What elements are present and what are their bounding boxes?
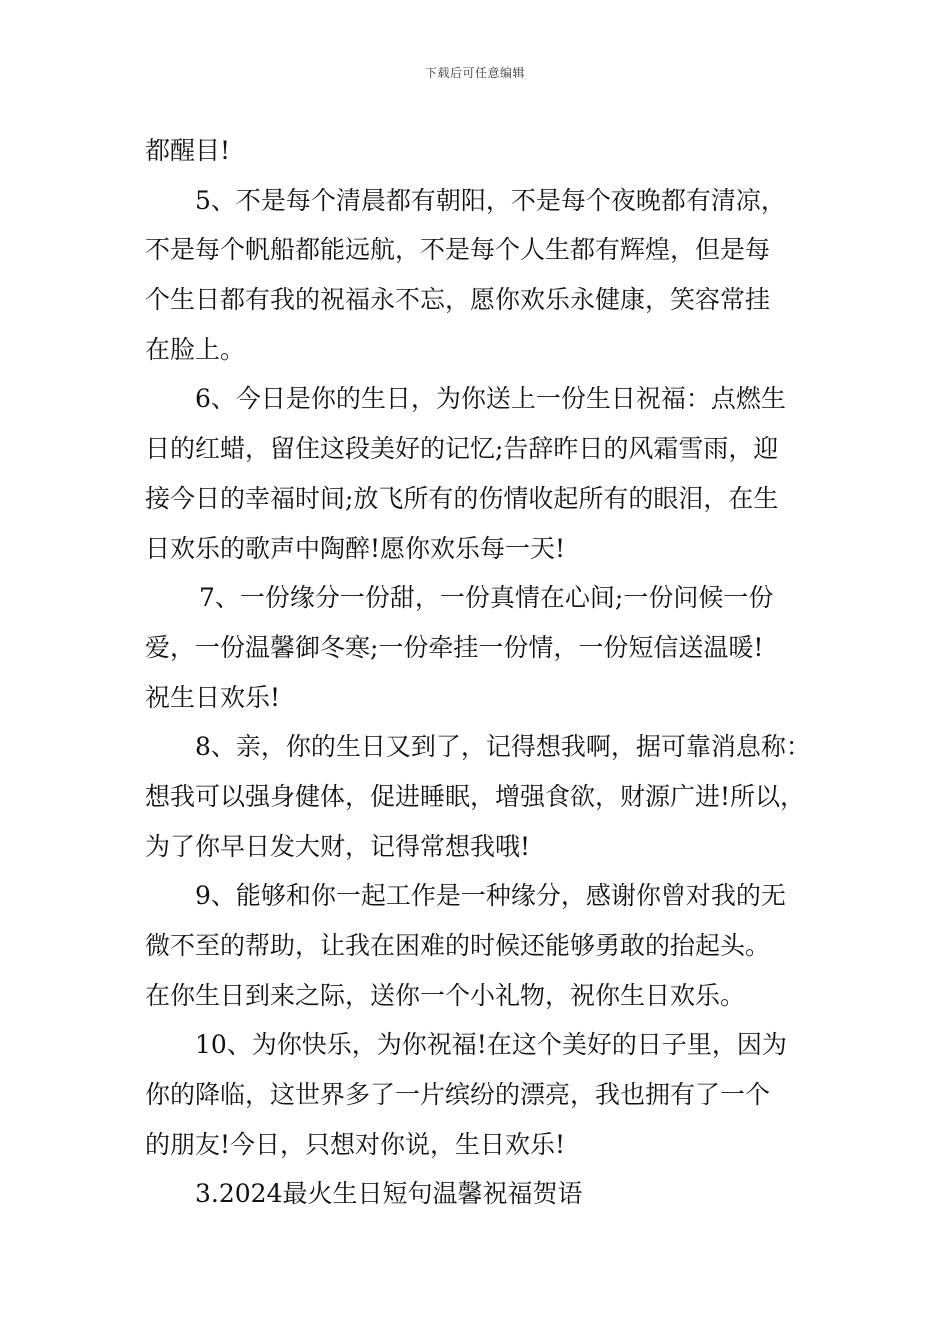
text-line: 为了你早日发大财，记得常想我哦! xyxy=(145,831,531,861)
document-body xyxy=(145,126,821,1219)
text-line: 个生日都有我的祝福永不忘，愿你欢乐永健康，笑容常挂 xyxy=(145,285,771,315)
text-line: 都醒目! xyxy=(145,136,231,165)
text-line: 的朋友!今日，只想对你说，生日欢乐! xyxy=(145,1129,566,1159)
text-line: 日欢乐的歌声中陶醉!愿你欢乐每一天! xyxy=(145,533,566,563)
text-line: 你的降临，这世界多了一片缤纷的漂亮，我也拥有了一个 xyxy=(145,1080,771,1110)
text-line: 10、为你快乐，为你祝福!在这个美好的日子里，因为 xyxy=(195,1030,787,1060)
text-line: 在脸上。 xyxy=(145,334,246,364)
text-line: 在你生日到来之际，送你一个小礼物，祝你生日欢乐。 xyxy=(145,980,746,1010)
text-line: 接今日的幸福时间;放飞所有的伤情收起所有的眼泪，在生 xyxy=(145,483,779,513)
text-line: 微不至的帮助，让我在困难的时候还能够勇敢的抬起头。 xyxy=(145,931,771,960)
text-line: 5、不是每个清晨都有朝阳，不是每个夜晚都有清凉， xyxy=(195,185,786,215)
section-heading: 3.2024最火生日短句温馨祝福贺语 xyxy=(195,1179,583,1209)
text-line: 想我可以强身健体，促进睡眠，增强食欲，财源广进!所以， xyxy=(145,781,806,811)
text-line: 7、一份缘分一份甜，一份真情在心间;一份问候一份 xyxy=(199,583,774,613)
text-line: 爱，一份温馨御冬寒;一份牵挂一份情，一份短信送温暖! xyxy=(145,632,764,662)
text-line: 6、今日是你的生日，为你送上一份生日祝福：点燃生 xyxy=(195,384,786,414)
text-line: 8、亲，你的生日又到了，记得想我啊，据可靠消息称： xyxy=(195,732,811,762)
text-line: 9、能够和你一起工作是一种缘分，感谢你曾对我的无 xyxy=(195,881,786,911)
text-line: 日的红蜡，留住这段美好的记忆;告辞昨日的风霜雪雨，迎 xyxy=(145,434,779,464)
text-line: 祝生日欢乐! xyxy=(145,682,281,712)
page-header: 下载后可任意编辑 xyxy=(424,66,525,80)
text-line: 不是每个帆船都能远航，不是每个人生都有辉煌，但是每 xyxy=(145,235,771,265)
